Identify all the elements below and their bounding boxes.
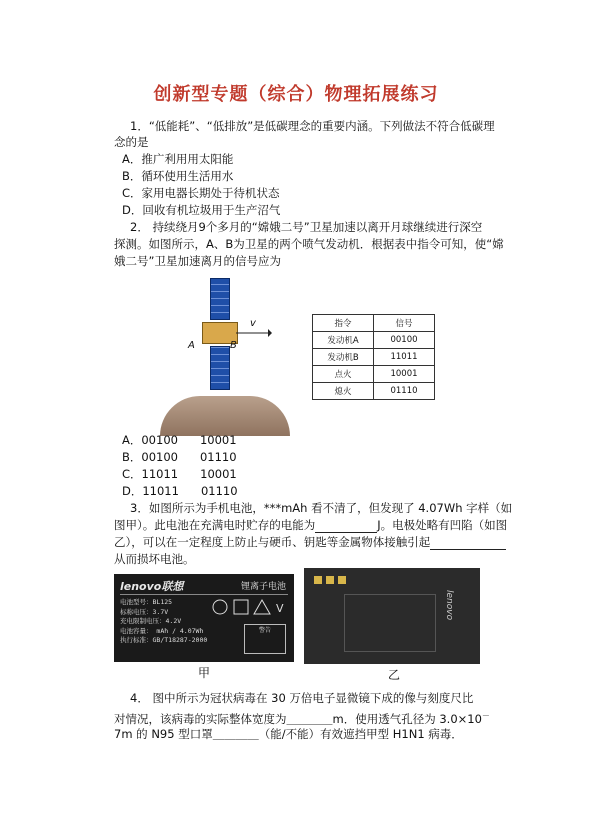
velocity-arrow-icon (236, 328, 272, 338)
engine-a-label: A (188, 340, 195, 351)
battery-brand-text: lenovo联想 (120, 580, 184, 593)
table-header-row (313, 315, 435, 332)
q2-line1: 2． 持续绕月9个多月的“嫦娥二号”卫星加速以离开月球继续进行深空 (130, 220, 483, 234)
q4-exponent: － (481, 711, 490, 720)
command-signal-table (312, 314, 435, 400)
table-row (313, 366, 435, 383)
velocity-label: v (250, 318, 256, 329)
battery-spec-line: 电池容量： mAh / 4.07Wh (120, 626, 204, 635)
q1-stem-line2: 念的是 (114, 135, 149, 149)
battery-spec-line: 电池型号：BL125 (120, 598, 173, 606)
q1-option-c: C．家用电器长期处于待机状态 (122, 186, 280, 200)
table-cell: 熄火 (313, 383, 374, 400)
safety-symbols-icon (212, 598, 288, 616)
electrode-contact (314, 576, 322, 584)
q2-option-c-value: 10001 (200, 467, 237, 481)
q3-line2-end: J。电极处略有凹陷（如图 (377, 518, 508, 532)
q4-line3: 7m 的 N95 型口罩＿＿＿＿（能/不能）有效遮挡甲型 H1N1 病毒． (114, 727, 463, 741)
q3-line2 (114, 517, 508, 533)
caption-yi: 乙 (388, 668, 401, 682)
solar-panel-top (210, 278, 230, 320)
svg-text:V: V (276, 602, 284, 615)
battery-spec-line: 执行标准：GB/T18287-2000 (120, 636, 208, 644)
q4-line2-text: 对情况，该病毒的实际整体宽度为＿＿＿＿m．使用透气孔径为 3.0×10 (114, 711, 482, 726)
q3-line4: 从而损坏电池。 (114, 552, 195, 566)
q2-option-d-value: 01110 (200, 484, 238, 498)
q2-option-b-value: 01110 (199, 450, 237, 464)
q3-line3-text: 乙），可以在一定程度上防止与硬币、钥匙等金属物体接触引起 (114, 535, 431, 549)
q3-hazard-blank[interactable] (430, 549, 506, 550)
q3-line3 (114, 534, 494, 550)
q2-line3: 娥二号”卫星加速离月的信号应为 (114, 254, 281, 268)
q1-option-a: A．推广利用用太阳能 (122, 152, 234, 166)
battery-spec-line: 标称电压：3.7V (120, 607, 169, 616)
table-cell: 11011 (374, 349, 435, 366)
q2-option-c-label: C．11011 (122, 467, 179, 481)
battery-warning-box: 警告 (244, 624, 286, 654)
q1-stem-line1: 1．“低能耗”、“低排放”是低碳理念的重要内涵。下列做法不符合低碳理 (130, 119, 495, 133)
caption-jia: 甲 (198, 666, 211, 680)
q4-line1: 4． 图中所示为冠状病毒在 30 万倍电子显微镜下成的像与刻度尺比 (130, 691, 474, 705)
q3-line1: 3．如图所示为手机电池，***mAh 看不清了，但发现了 4.07Wh 字样（如 (130, 501, 513, 515)
table-header-signal: 信号 (374, 315, 435, 332)
q3-energy-blank[interactable] (315, 532, 377, 533)
photo-divider (120, 594, 288, 595)
q2-line2: 探测。如图所示，A、B为卫星的两个喷气发动机．根据表中指令可知，使“嫦 (114, 237, 504, 251)
q2-option-a (122, 432, 502, 448)
solar-panel-bottom (210, 346, 230, 390)
battery-electrode-photo (304, 568, 480, 664)
satellite-figure (180, 278, 280, 418)
battery-specs (120, 598, 207, 646)
q1-option-b: B．循环使用生活用水 (122, 169, 234, 183)
table-row (313, 383, 435, 400)
q3-line2-start: 图甲）。此电池在充满电时贮存的电能为 (114, 518, 316, 532)
q1-option-d: D．回收有机垃圾用于生产沼气 (122, 203, 281, 217)
battery2-label-area (344, 594, 436, 652)
electrode-contact (326, 576, 334, 584)
table-cell: 点火 (313, 366, 374, 383)
table-row (313, 332, 435, 349)
table-cell: 01110 (374, 383, 435, 400)
table-row (313, 349, 435, 366)
page-title: 创新型专题（综合）物理拓展练习 (153, 84, 439, 105)
q2-option-d-label: D．11011 (122, 484, 179, 498)
table-cell: 发动机A (313, 332, 374, 349)
table-cell: 10001 (374, 366, 435, 383)
q2-option-a-value: 10001 (199, 433, 237, 447)
q2-option-b-label: B．00100 (122, 450, 178, 464)
table-header-command: 指令 (313, 315, 374, 332)
q2-option-c (122, 466, 502, 482)
electrode-contact (338, 576, 346, 584)
engine-b-label: B (230, 340, 237, 351)
battery-type-text: 锂离子电池 (240, 582, 286, 592)
battery2-brand-text: lenovo (444, 590, 454, 621)
table-cell: 发动机B (313, 349, 374, 366)
q2-option-a-label: A．00100 (122, 433, 178, 447)
q4-line2 (114, 708, 494, 727)
q2-option-b (122, 449, 502, 465)
battery-label-photo (114, 574, 294, 662)
battery-spec-line: 充电限制电压：4.2V (120, 617, 182, 625)
table-cell: 00100 (374, 332, 435, 349)
q2-option-d (122, 483, 502, 499)
